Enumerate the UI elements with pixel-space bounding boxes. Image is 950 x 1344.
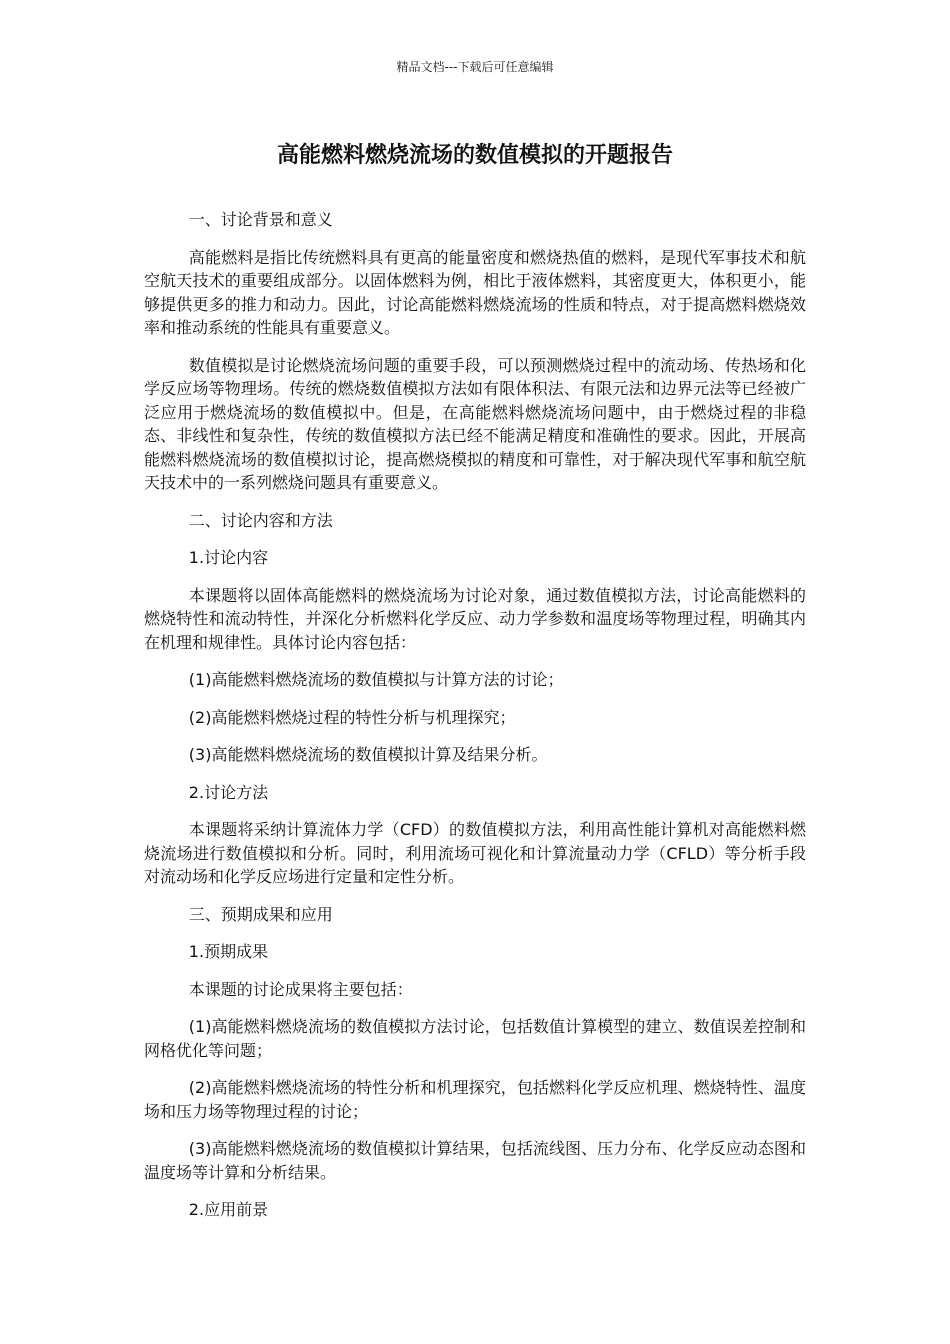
list-item: (3)高能燃料燃烧流场的数值模拟计算及结果分析。	[188, 745, 548, 764]
list-item: (1)高能燃料燃烧流场的数值模拟与计算方法的讨论；	[188, 670, 564, 689]
list-item: (2)高能燃料燃烧过程的特性分析与机理探究；	[188, 707, 516, 727]
list-item: (1)高能燃料燃烧流场的数值模拟方法讨论，包括数值计算模型的建立、数值误差控制和网格优化等问题；	[144, 1017, 806, 1060]
subsection-heading-expected: 1.预期成果	[188, 942, 269, 961]
body-paragraph: 数值模拟是讨论燃烧流场问题的重要手段，可以预测燃烧过程中的流动场、传热场和化学反应场等物理场。传统的燃烧数值模拟方法如有限体积法、有限元法和边界元法等已经被广泛应用于燃烧流场的数值模拟中。但是，在高能燃料燃烧流场问题中，由于燃烧过程的非稳态、非线性和复杂性，传统的数值模拟方法已经不能满足精度和准确性的要求。因此，开展高能燃料燃烧流场的数值模拟讨论，提高燃烧模拟的精度和可靠性，对于解决现代军事和航空航天技术中的一系列燃烧问题具有重要意义。	[144, 355, 806, 492]
section-heading-background: 一、讨论背景和意义	[188, 210, 333, 229]
body-paragraph: 本课题的讨论成果将主要包括：	[188, 979, 413, 999]
section-heading-content-method: 二、讨论内容和方法	[188, 510, 333, 530]
body-paragraph: 本课题将以固体高能燃料的燃烧流场为讨论对象，通过数值模拟方法，讨论高能燃料的燃烧特性和流动特性，并深化分析燃料化学反应、动力学参数和温度场等物理过程，明确其内在机理和规律性。具体讨论内容包括：	[144, 585, 806, 652]
body-paragraph: 本课题将采纳计算流体力学（CFD）的数值模拟方法，利用高性能计算机对高能燃料燃烧流场进行数值模拟和分析。同时，利用流场可视化和计算流量动力学（CFLD）等分析手段对流动场和化学反应场进行定量和定性分析。	[144, 820, 806, 886]
page-header-note: 精品文档---下载后可任意编辑	[396, 60, 554, 74]
document-title: 高能燃料燃烧流场的数值模拟的开题报告	[276, 143, 673, 168]
list-item: (2)高能燃料燃烧流场的特性分析和机理探究，包括燃料化学反应机理、燃烧特性、温度场和压力场等物理过程的讨论；	[144, 1078, 806, 1121]
subsection-heading-content: 1.讨论内容	[188, 548, 269, 567]
document-body	[144, 208, 806, 1236]
list-item: (3)高能燃料燃烧流场的数值模拟计算结果，包括流线图、压力分布、化学反应动态图和温度场等计算和分析结果。	[144, 1139, 806, 1182]
subsection-heading-method: 2.讨论方法	[188, 782, 269, 802]
body-paragraph: 高能燃料是指比传统燃料具有更高的能量密度和燃烧热值的燃料，是现代军事技术和航空航天技术的重要组成部分。以固体燃料为例，相比于液体燃料，其密度更大，体积更小，能够提供更多的推力和动力。因此，讨论高能燃料燃烧流场的性质和特点，对于提高燃料燃烧效率和推动系统的性能具有重要意义。	[144, 247, 806, 337]
section-heading-results: 三、预期成果和应用	[188, 904, 333, 924]
subsection-heading-application: 2.应用前景	[188, 1200, 269, 1219]
